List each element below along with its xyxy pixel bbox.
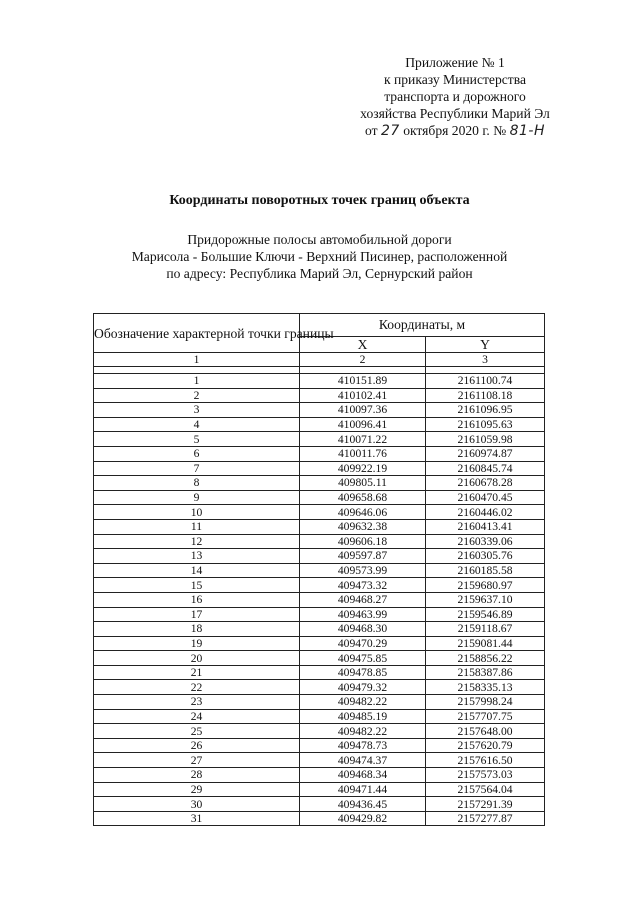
handwritten-day: 27 bbox=[380, 123, 400, 139]
y-coordinate-cell: 2158387.86 bbox=[426, 665, 545, 680]
point-number-cell: 18 bbox=[94, 622, 300, 637]
appendix-order-line: к приказу Министерства bbox=[383, 72, 527, 87]
point-number-cell: 24 bbox=[94, 709, 300, 724]
y-coordinate-cell: 2161096.95 bbox=[426, 403, 545, 418]
table-row bbox=[94, 578, 545, 593]
table-row bbox=[94, 549, 545, 564]
y-coordinate-cell: 2159546.89 bbox=[426, 607, 545, 622]
x-coordinate-cell: 410097.36 bbox=[300, 403, 426, 418]
point-number-cell: 21 bbox=[94, 665, 300, 680]
table-row bbox=[94, 446, 545, 461]
point-number-cell: 9 bbox=[94, 490, 300, 505]
y-coordinate-cell: 2157620.79 bbox=[426, 738, 545, 753]
y-coordinate-cell: 2157648.00 bbox=[426, 724, 545, 739]
document-title: Координаты поворотных точек границ объекта bbox=[169, 193, 470, 208]
table-row bbox=[94, 753, 545, 768]
coordinates-body bbox=[94, 374, 545, 826]
table-row bbox=[94, 563, 545, 578]
x-coordinate-cell: 409922.19 bbox=[300, 461, 426, 476]
point-number-cell: 12 bbox=[94, 534, 300, 549]
point-number-cell: 14 bbox=[94, 563, 300, 578]
column-number: 3 bbox=[426, 353, 545, 367]
table-row bbox=[94, 403, 545, 418]
table-row bbox=[94, 417, 545, 432]
point-number-cell: 17 bbox=[94, 607, 300, 622]
point-number-cell: 6 bbox=[94, 446, 300, 461]
table-row bbox=[94, 724, 545, 739]
x-coordinate-cell: 409606.18 bbox=[300, 534, 426, 549]
table-row bbox=[94, 622, 545, 637]
table-row bbox=[94, 738, 545, 753]
y-coordinate-cell: 2157616.50 bbox=[426, 753, 545, 768]
x-coordinate-cell: 409470.29 bbox=[300, 636, 426, 651]
x-coordinate-cell: 409658.68 bbox=[300, 490, 426, 505]
y-coordinate-cell: 2159081.44 bbox=[426, 636, 545, 651]
point-number-cell: 8 bbox=[94, 476, 300, 491]
x-coordinate-cell: 409468.34 bbox=[300, 768, 426, 783]
y-coordinate-cell: 2161095.63 bbox=[426, 417, 545, 432]
table-row bbox=[94, 811, 545, 826]
y-coordinate-cell: 2160446.02 bbox=[426, 505, 545, 520]
column-number: 1 bbox=[94, 353, 300, 367]
object-description bbox=[0, 231, 639, 282]
table-row bbox=[94, 651, 545, 666]
point-number-cell: 13 bbox=[94, 549, 300, 564]
x-coordinate-cell: 409485.19 bbox=[300, 709, 426, 724]
x-coordinate-cell: 409478.85 bbox=[300, 665, 426, 680]
x-coordinate-cell: 409482.22 bbox=[300, 695, 426, 710]
table-row bbox=[94, 782, 545, 797]
table-row bbox=[94, 695, 545, 710]
y-coordinate-cell: 2159680.97 bbox=[426, 578, 545, 593]
x-coordinate-cell: 409471.44 bbox=[300, 782, 426, 797]
y-coordinate-cell: 2157277.87 bbox=[426, 811, 545, 826]
x-coordinate-cell: 409597.87 bbox=[300, 549, 426, 564]
point-number-cell: 15 bbox=[94, 578, 300, 593]
x-coordinate-cell: 409468.27 bbox=[300, 592, 426, 607]
point-number-cell: 5 bbox=[94, 432, 300, 447]
description-line-1: Придорожные полосы автомобильной дороги bbox=[187, 232, 452, 247]
y-coordinate-cell: 2157573.03 bbox=[426, 768, 545, 783]
y-coordinate-cell: 2158335.13 bbox=[426, 680, 545, 695]
x-coordinate-cell: 409463.99 bbox=[300, 607, 426, 622]
y-coordinate-cell: 2157707.75 bbox=[426, 709, 545, 724]
x-coordinate-cell: 409479.32 bbox=[300, 680, 426, 695]
y-coordinate-cell: 2160845.74 bbox=[426, 461, 545, 476]
point-number-cell: 31 bbox=[94, 811, 300, 826]
y-coordinate-cell: 2160185.58 bbox=[426, 563, 545, 578]
y-coordinate-cell: 2160678.28 bbox=[426, 476, 545, 491]
point-number-cell: 4 bbox=[94, 417, 300, 432]
table-row bbox=[94, 505, 545, 520]
appendix-ministry-line: транспорта и дорожного bbox=[384, 89, 526, 104]
point-number-cell: 19 bbox=[94, 636, 300, 651]
point-number-cell: 2 bbox=[94, 388, 300, 403]
point-number-cell: 22 bbox=[94, 680, 300, 695]
point-number-cell: 7 bbox=[94, 461, 300, 476]
x-coordinate-cell: 409473.32 bbox=[300, 578, 426, 593]
x-header: X bbox=[300, 337, 426, 353]
appendix-republic-line: хозяйства Республики Марий Эл bbox=[360, 106, 550, 121]
x-coordinate-cell: 409468.30 bbox=[300, 622, 426, 637]
point-number-cell: 10 bbox=[94, 505, 300, 520]
table-row bbox=[94, 490, 545, 505]
x-coordinate-cell: 410011.76 bbox=[300, 446, 426, 461]
x-coordinate-cell: 409805.11 bbox=[300, 476, 426, 491]
x-coordinate-cell: 410071.22 bbox=[300, 432, 426, 447]
y-coordinate-cell: 2160305.76 bbox=[426, 549, 545, 564]
x-coordinate-cell: 410151.89 bbox=[300, 374, 426, 389]
x-coordinate-cell: 409646.06 bbox=[300, 505, 426, 520]
table-row bbox=[94, 768, 545, 783]
y-coordinate-cell: 2160339.06 bbox=[426, 534, 545, 549]
column-number: 2 bbox=[300, 353, 426, 367]
x-coordinate-cell: 409474.37 bbox=[300, 753, 426, 768]
x-coordinate-cell: 410102.41 bbox=[300, 388, 426, 403]
y-coordinate-cell: 2159118.67 bbox=[426, 622, 545, 637]
x-coordinate-cell: 409478.73 bbox=[300, 738, 426, 753]
table-row bbox=[94, 607, 545, 622]
coordinates-header: Координаты, м bbox=[300, 314, 545, 337]
x-coordinate-cell: 409436.45 bbox=[300, 797, 426, 812]
table-row bbox=[94, 680, 545, 695]
appendix-number: Приложение № 1 bbox=[405, 55, 505, 70]
appendix-date-line bbox=[330, 122, 580, 140]
table-row bbox=[94, 709, 545, 724]
x-coordinate-cell: 410096.41 bbox=[300, 417, 426, 432]
y-coordinate-cell: 2157998.24 bbox=[426, 695, 545, 710]
description-line-3: по адресу: Республика Марий Эл, Сернурский район bbox=[166, 266, 473, 281]
point-number-cell: 30 bbox=[94, 797, 300, 812]
table-row bbox=[94, 519, 545, 534]
point-number-cell: 3 bbox=[94, 403, 300, 418]
table-row bbox=[94, 534, 545, 549]
y-coordinate-cell: 2160974.87 bbox=[426, 446, 545, 461]
y-coordinate-cell: 2160470.45 bbox=[426, 490, 545, 505]
table-row bbox=[94, 636, 545, 651]
y-coordinate-cell: 2161059.98 bbox=[426, 432, 545, 447]
description-line-2: Марисола - Большие Ключи - Верхний Писинер, расположенной bbox=[131, 249, 508, 264]
handwritten-order-number: 81-Н bbox=[509, 123, 545, 139]
date-rest: октября 2020 г. № bbox=[403, 123, 507, 138]
table-row bbox=[94, 388, 545, 403]
table-row bbox=[94, 374, 545, 389]
point-number-cell: 23 bbox=[94, 695, 300, 710]
y-coordinate-cell: 2158856.22 bbox=[426, 651, 545, 666]
date-prefix: от bbox=[364, 123, 378, 138]
table-row bbox=[94, 592, 545, 607]
point-designation-header: Обозначение характерной точки границы bbox=[94, 314, 300, 353]
point-number-cell: 29 bbox=[94, 782, 300, 797]
appendix-header bbox=[330, 54, 580, 140]
point-number-cell: 1 bbox=[94, 374, 300, 389]
y-header: Y bbox=[426, 337, 545, 353]
y-coordinate-cell: 2161108.18 bbox=[426, 388, 545, 403]
y-coordinate-cell: 2157291.39 bbox=[426, 797, 545, 812]
table-row bbox=[94, 432, 545, 447]
point-number-cell: 28 bbox=[94, 768, 300, 783]
point-number-cell: 11 bbox=[94, 519, 300, 534]
y-coordinate-cell: 2160413.41 bbox=[426, 519, 545, 534]
spacer-row bbox=[94, 367, 545, 374]
y-coordinate-cell: 2159637.10 bbox=[426, 592, 545, 607]
table-row bbox=[94, 461, 545, 476]
point-number-cell: 25 bbox=[94, 724, 300, 739]
y-coordinate-cell: 2161100.74 bbox=[426, 374, 545, 389]
x-coordinate-cell: 409475.85 bbox=[300, 651, 426, 666]
x-coordinate-cell: 409573.99 bbox=[300, 563, 426, 578]
y-coordinate-cell: 2157564.04 bbox=[426, 782, 545, 797]
x-coordinate-cell: 409632.38 bbox=[300, 519, 426, 534]
point-number-cell: 27 bbox=[94, 753, 300, 768]
x-coordinate-cell: 409482.22 bbox=[300, 724, 426, 739]
x-coordinate-cell: 409429.82 bbox=[300, 811, 426, 826]
table-row bbox=[94, 797, 545, 812]
table-row bbox=[94, 665, 545, 680]
coordinates-table bbox=[93, 313, 545, 826]
point-number-cell: 16 bbox=[94, 592, 300, 607]
table-row bbox=[94, 476, 545, 491]
point-number-cell: 26 bbox=[94, 738, 300, 753]
point-number-cell: 20 bbox=[94, 651, 300, 666]
